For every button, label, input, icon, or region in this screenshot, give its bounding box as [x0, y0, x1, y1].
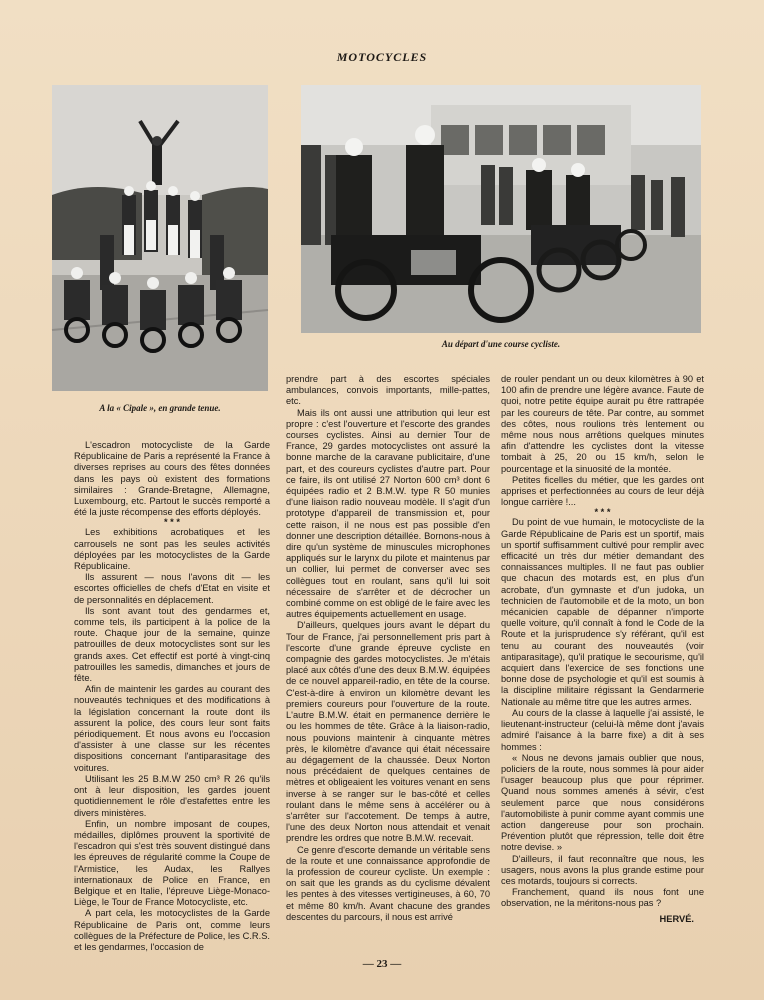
paragraph: Les exhibitions acrobatiques et les carrousels ne sont pas les seules activités déployées par les motocyclistes de la Garde Républicaine. [74, 527, 270, 572]
paragraph: Enfin, un nombre imposant de coupes, médailles, diplômes prouvent la sportivité de l'escadron qui s'est très souvent distingué dans les épreuves de régularité comme la Coupe de l'Armistice, les Audax, les Rallyes internationaux de Police en France, en Belgique et en Italie, l'épreuve Liège-Monaco-Liège, le Tour de France Motocycliste, etc. [74, 818, 270, 908]
paragraph: Au cours de la classe à laquelle j'ai assisté, le lieutenant-instructeur (celui-là même dont j'avais admiré l'aisance à la barre fixe) a dit à ses hommes : [501, 707, 704, 752]
running-head: MOTOCYCLES [336, 50, 428, 64]
right-photo-caption: Au départ d'une course cycliste. [441, 339, 561, 349]
paragraph: de rouler pendant un ou deux kilomètres à 90 et 100 afin de prendre une légère avance. Faute de quoi, notre petite équipe aurait pu être rattrapée par les coureurs de tête. Par contre, au sommet des côtes, nous roulions très lentement ou même nous nous arrêtions quelques minutes afin d'attendre les cyclistes dont la vitesse tombait à 25, 20 ou 15 km/h, selon le pourcentage et la sinuosité de la montée. [501, 374, 704, 474]
paragraph: « Nous ne devons jamais oublier que nous, policiers de la route, nous sommes là pour aider l'usager beaucoup plus que pour réprimer. Quand nous sommes amenés à sévir, c'est seulement parce que nous considérons l'automobiliste à punir comme ayant commis une action dangereuse pour son prochain. Prévention plutôt que répression, telle doit être notre devise. » [501, 752, 704, 853]
paragraph: Petites ficelles du métier, que les gardes ont apprises et perfectionnées au cours de leur déjà longue carrière !... [501, 474, 704, 508]
section-separator: * * * [163, 517, 181, 528]
author-signature: HERVÉ. [659, 913, 694, 924]
section-separator: * * * [594, 507, 611, 518]
text-column-2 [286, 374, 490, 932]
text-column-1 [74, 440, 270, 952]
paragraph: L'escadron motocycliste de la Garde Républicaine de Paris a représenté la France à diverses reprises au cours des fêtes données dans les pays où existent des formations similaires : Grande-Bretagne, Allemagne, Luxembourg, etc. Partout le succès remporté a été la juste récompense des efforts déployés. [74, 440, 270, 518]
acrobatic-pyramid-photo [52, 85, 268, 391]
paragraph: Afin de maintenir les gardes au courant des nouveautés techniques et des modifications à la législation concernant la route dont ils assurent la police, des cours leur sont faits périodiquement. Et nous avons eu l'occasion d'assister à une classe sur les récentes dispositions concernant l'antiparasitage des voitures. [74, 684, 270, 773]
paragraph: Ils assurent — nous l'avons dit — les escortes officielles de chefs d'Etat en visite et de personnalités en déplacement. [74, 572, 270, 605]
page-number: — 23 — [362, 958, 402, 970]
paragraph: Ce genre d'escorte demande un véritable sens de la route et une connaissance approfondie de la profession de coureur cycliste. Un exemple : on sait que les grands as du cyclisme dévalent les pentes à des vitesses vertigineuses, à 60, 70 et même 80 km/h. Avant chacune des grandes descentes du parcours, il nous est arrivé [286, 844, 490, 922]
paragraph: Franchement, quand ils nous font une observation, ne la méritons-nous pas ? [501, 887, 704, 909]
paragraph: Utilisant les 25 B.M.W 250 cm³ R 26 qu'ils ont à leur disposition, les gardes jouent quotidiennement le rôle d'estafettes entre les divers ministères. [74, 773, 270, 818]
text-column-3 [501, 374, 704, 932]
paragraph: Mais ils ont aussi une attribution qui leur est propre : c'est l'ouverture et l'escorte des grandes courses cyclistes. Ainsi au dernier Tour de France, 29 gardes motocyclistes ont assuré la bonne marche de la caravane publicitaire, d'une part, et des coureurs cyclistes d'autre part. Pour ce faire, ils ont utilisé 27 Norton 600 cm³ dont 6 équipées radio et 2 B.M.W. type R 50 munies d'une liaison radio nouveau modèle. Il s'agit d'un prototype d'appareil de transmission et, pour cette raison, il ne nous est pas possible d'en donner une description détaillée. Bornons-nous à dire qu'un système de minuscules microphones appliqués sur le larynx du pilote et maintenus par un collier, lui permet de converser avec ses collègues tout en roulant, sans qu'il lui soit nécessaire de s'arrêter et de décrocher un combiné comme on est obligé de le faire avec les autres équipements actuellement en usage. [286, 407, 490, 620]
paragraph: A part cela, les motocyclistes de la Garde Républicaine de Paris ont, comme leurs collègues de la Préfecture de Police, les C.R.S. et les gendarmes, l'occasion de [74, 908, 270, 952]
left-photo-caption: A la « Cipale », en grande tenue. [99, 403, 221, 413]
paragraph: D'ailleurs, quelques jours avant le départ du Tour de France, j'ai personnellement pris part à l'escorte d'une grande épreuve cycliste en compagnie des gardes motocyclistes. Je m'étais placé aux côtés d'une des deux B.M.W. équipées de ce nouvel appareil-radio, en tête de la course. C'est-à-dire à environ un kilomètre devant les premiers coureurs pour l'ouverture de la route. L'autre B.M.W. était en permanence derrière le ou les hommes de tête. Grâce à la liaison-radio, nous pouvions maintenir à cinquante mètres près, le kilomètre d'avance qui était nécessaire au dégagement de la chaussée. Deux Norton nous précédaient de quelques centaines de mètres et obligeaient les voitures venant en sens inverse à se ranger sur le bas-côté et celles roulant dans le même sens à accélérer ou à s'arrêter sur l'accotement. De temps à autre, l'une des deux Norton nous attendait et venait prendre les ordres que notre B.M.W. recevait. [286, 620, 490, 844]
paragraph: Du point de vue humain, le motocycliste de la Garde Républicaine de Paris est un sportif, mais un sportif suffisamment cultivé pour remplir avec efficacité un très dur métier demandant des connaissances multiples. Il ne faut pas oublier que chacun des motards est, en plus d'un acrobate, d'un gymnaste et d'un judoka, un technicien de l'automobile et de la moto, un bon mécanicien capable de dépanner n'importe quelle voiture, qu'il connaît à fond le Code de la Route et la jurisprudence s'y référant, qu'il est tenu au courant des nouveautés (voir antiparasitage), qu'il pratique le secourisme, qu'il acquiert dans l'exercice de ses fonctions une bonne dose de psychologie et qu'il est soumis à la discipline militaire régissant la Gendarmerie Nationale au même titre que les autres armes. [501, 517, 704, 707]
race-start-photo [301, 85, 701, 333]
paragraph: Ils sont avant tout des gendarmes et, comme tels, ils participent à la police de la route. Chaque jour de la semaine, quinze patrouilles de deux motocyclistes sont sur les grands axes. Cet effectif est porté à vingt-cinq patrouilles les samedis, dimanches et jours de fête. [74, 605, 270, 684]
paragraph: prendre part à des escortes spéciales ambulances, convois importants, mille-pattes, etc. [286, 374, 490, 407]
paragraph: D'ailleurs, il faut reconnaître que nous, les usagers, nous avons la plus grande estime pour ces motards, toujours si corrects. [501, 853, 704, 886]
